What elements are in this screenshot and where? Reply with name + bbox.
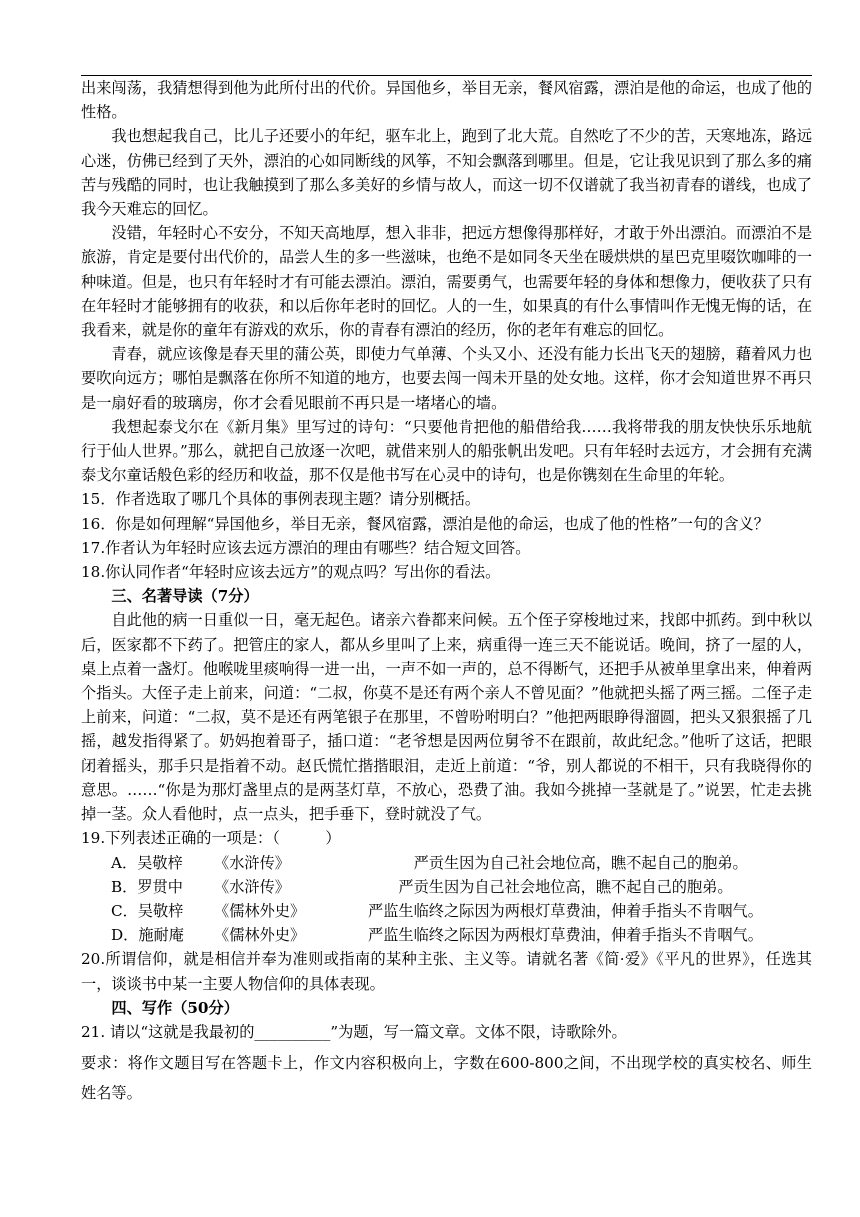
passage-paragraph-3: 没错，年轻时心不安分，不知天高地厚，想入非非，把远方想像得那样好，才敢于外出漂泊。而漂泊不是旅游，肯定是要付出代价的，品尝人生的多一些滋味，也绝不是如同冬天坐在暖烘烘的星巴克里啜饮咖啡的一种味道。但是，也只有年轻时才有可能去漂泊。漂泊，需要勇气，也需要年轻的身体和想像力，便收获了只有在年轻时才能够拥有的收获，和以后你年老时的回忆。人的一生，如果真的有什么事情叫作无愧无悔的话，在我看来，就是你的童年有游戏的欢乐，你的青春有漂泊的经历，你的老年有难忘的回忆。	[81, 224, 812, 340]
passage-paragraph-5: 我想起泰戈尔在《新月集》里写过的诗句：“只要他肯把他的船借给我……我将带我的朋友快快乐乐地航行于仙人世界。”那么，就把自己放逐一次吧，就借来别人的船张帆出发吧。只有年轻时去远方，才会拥有充满泰戈尔童话般色彩的经历和收益，那不仅是他书写在心灵中的诗句，也是你镌刻在生命里的年轮。	[81, 417, 812, 485]
option-c-author: C．吴敬梓	[111, 901, 184, 920]
option-d-book: 《儒林外史》	[214, 926, 306, 945]
question-16: 16．你是如何理解“异国他乡，举目无亲，餐风宿露，漂泊是他的命运，也成了他的性格”一句的含义？	[81, 514, 769, 533]
option-d-author: D．施耐庵	[111, 926, 184, 945]
option-c-desc: 严监生临终之际因为两根灯草费油，伸着手指头不肯咽气。	[368, 901, 763, 920]
passage-paragraph-4: 青春，就应该像是春天里的蒲公英，即使力气单薄、个头又小、还没有能力长出飞天的翅膀，藉着风力也要吹向远方；哪怕是飘落在你所不知道的地方，也要去闯一闯未开垦的处女地。这样，你才会知道世界不再只是一扇好看的玻璃房，你才会看见眼前不再只是一堵堵心的墙。	[81, 345, 812, 412]
question-15: 15．作者选取了哪几个具体的事例表现主题？请分别概括。	[81, 490, 481, 509]
option-b-author: B．罗贯中	[111, 877, 183, 896]
question-18: 18.你认同作者“年轻时应该去远方”的观点吗？写出你的看法。	[81, 563, 501, 582]
question-19: 19.下列表述正确的一项是：（ ）	[81, 829, 341, 848]
option-a-author: A．吴敬梓	[111, 853, 183, 872]
passage-paragraph-2: 我也想起我自己，比儿子还要小的年纪，驱车北上，跑到了北大荒。自然吃了不少的苦，天寒地冻，路远心迷，仿佛已经到了天外，漂泊的心如同断线的风筝，不知会飘落到哪里。但是，它让我见识到了那么多的痛苦与残酷的同时，也让我触摸到了那么多美好的乡情与故人，而这一切不仅谱就了我当初青春的谱线，也成了我今天难忘的回忆。	[81, 127, 812, 219]
option-b-book: 《水浒传》	[214, 877, 290, 896]
section-3-passage: 自此他的病一日重似一日，毫无起色。诸亲六眷都来问候。五个侄子穿梭地过来，找郎中抓药。到中秋以后，医家都不下药了。把管庄的家人，都从乡里叫了上来，病重得一连三天不能说话。晚间，挤了一屋的人，桌上点着一盏灯。他喉咙里痰响得一进一出，一声不如一声的，总不得断气，还把手从被单里拿出来，伸着两个指头。大侄子走上前来，问道：“二叔，你莫不是还有两个亲人不曾见面？”他就把头摇了两三摇。二侄子走上前来，问道：“二叔，莫不是还有两笔银子在那里，不曾吩咐明白？”他把两眼睁得溜圆，把头又狠狠摇了几摇，越发指得紧了。奶妈抱着哥子，插口道：“老爷想是因两位舅爷不在跟前，故此纪念。”他听了这话，把眼闭着摇头，那手只是指着不动。赵氏慌忙揩揩眼泪，走近上前道：“爷，别人都说的不相干，只有我晓得你的意思。……“你是为那灯盏里点的是两茎灯草，不放心，恐费了油。我如今挑掉一茎就是了。”说罢，忙走去挑掉一茎。众人看他时，点一点头，把手垂下，登时就没了气。	[81, 611, 812, 824]
question-20: 20.所谓信仰，就是相信并奉为准则或指南的某种主张、主义等。请就名著《简·爱》《平凡的世界》，任选其一，谈谈书中某一主要人物信仰的具体表现。	[81, 950, 812, 993]
page-content	[81, 76, 812, 1108]
option-b	[81, 875, 812, 899]
writing-requirement: 要求：将作文题目写在答题卡上，作文内容积极向上，字数在600-800之间，不出现学校的真实校名、师生姓名等。	[81, 1054, 812, 1103]
option-d	[81, 923, 812, 947]
section-3-heading: 三、名著导读（7分）	[111, 587, 259, 606]
option-b-desc: 严贡生因为自己社会地位高，瞧不起自己的胞弟。	[368, 877, 733, 896]
passage-paragraph-1: 出来闯荡，我猜想得到他为此所付出的代价。异国他乡，举目无亲，餐风宿露，漂泊是他的命运，也成了他的性格。	[81, 79, 812, 122]
option-a	[81, 851, 812, 875]
option-d-desc: 严监生临终之际因为两根灯草费油，伸着手指头不肯咽气。	[368, 926, 763, 945]
option-a-book: 《水浒传》	[214, 853, 290, 872]
option-c	[81, 899, 812, 923]
option-c-book: 《儒林外史》	[214, 901, 306, 920]
question-21: 21. 请以“这就是我最初的__________”为题，写一篇文章。文体不限，诗歌除外。	[81, 1022, 627, 1041]
section-4-heading: 四、写作（50分）	[111, 998, 239, 1017]
question-17: 17.作者认为年轻时应该去远方漂泊的理由有哪些？结合短文回答。	[81, 538, 531, 557]
option-a-desc: 严贡生因为自己社会地位高，瞧不起自己的胞弟。	[368, 853, 748, 872]
